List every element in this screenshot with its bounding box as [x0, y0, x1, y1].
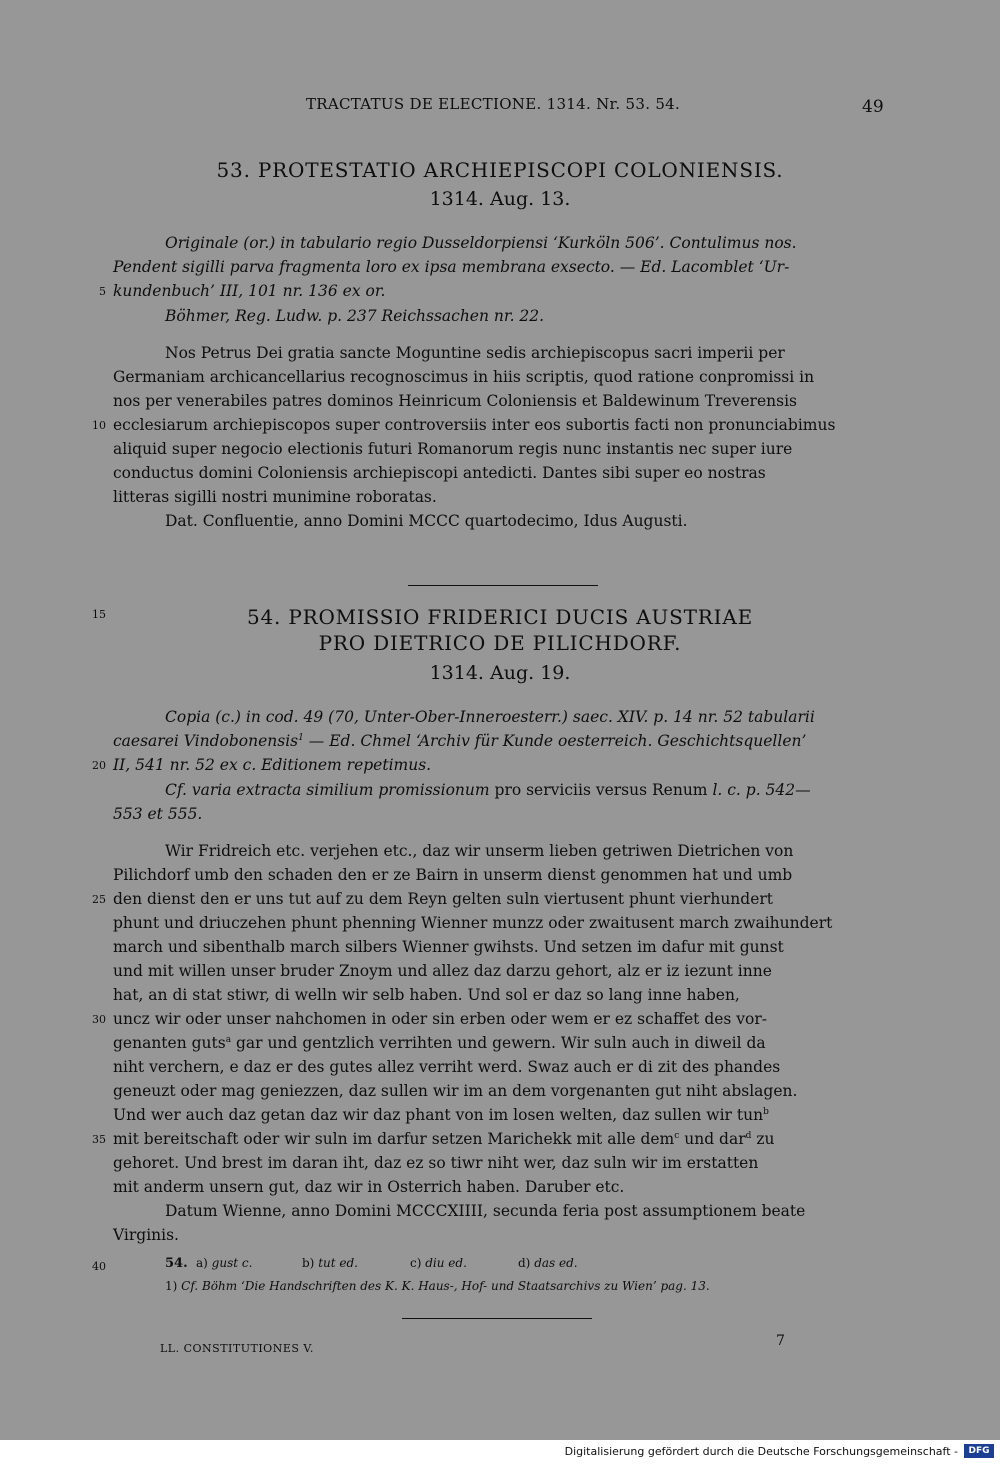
line-number: 35: [92, 1133, 106, 1146]
doc54-title-line2: PRO DIETRICO DE PILICHDORF.: [318, 631, 682, 655]
doc54-title-line1: 54. PROMISSIO FRIDERICI DUCIS AUSTRIAE: [246, 605, 754, 629]
line-number: 40: [92, 1260, 106, 1273]
footnote-marker: 1: [298, 732, 304, 743]
variant-marker: c: [674, 1130, 680, 1141]
line-number: 20: [92, 759, 106, 772]
doc53-dating: Dat. Confluentie, anno Domini MCCC quartodecimo, Idus Augusti.: [165, 512, 688, 530]
digitization-footer: [0, 1440, 1000, 1464]
doc54-source-line: II, 541 nr. 52 ex c. Editionem repetimus.: [113, 756, 432, 774]
doc54-text-line: uncz wir oder unser nahchomen in oder sin erben oder wem er ez schaffet des vor-: [113, 1010, 768, 1028]
doc54-text-line: mit bereitschaft oder wir suln im darfur setzen Marichekk mit alle dem$^c$ und dar$^d$ zu: [113, 1130, 775, 1148]
line-number: 10: [92, 419, 106, 432]
variant-marker: d: [745, 1130, 752, 1141]
doc54-text-line: mit anderm unsern gut, daz wir in Osterrich haben. Daruber etc.: [113, 1178, 625, 1196]
page-number: 49: [862, 97, 884, 117]
footnote-number: 54.: [165, 1256, 188, 1271]
doc54-text-line: hat, an di stat stiwr, di welln wir selb haben. Und sol er daz so lang inne haben,: [113, 986, 740, 1004]
doc54-text-line: Und wer auch daz getan daz wir daz phant von im losen welten, daz sullen wir tun$^b$: [113, 1106, 769, 1124]
section-divider: [408, 585, 598, 586]
doc54-text-line: march und sibenthalb march silbers Wienner gwihsts. Und setzen im dafur mit gunst: [113, 938, 784, 956]
doc54-text-line: genanten guts$^a$ gar und gentzlich verrihten und gewern. Wir suln auch in diweil da: [113, 1034, 766, 1052]
line-number: 30: [92, 1013, 106, 1026]
doc53-source-line: Originale (or.) in tabulario regio Dusseldorpiensi ‘Kurköln 506’. Contulimus nos.: [165, 234, 797, 252]
digitization-notice: Digitalisierung gefördert durch die Deutsche Forschungsgemeinschaft -: [564, 1445, 958, 1458]
doc54-text-line: gehoret. Und brest im daran iht, daz ez so tiwr niht wer, daz suln wir im erstatten: [113, 1154, 759, 1172]
doc53-date: 1314. Aug. 13.: [429, 188, 571, 210]
doc53-text-line: nos per venerabiles patres dominos Heinricum Coloniensis et Baldewinum Treverensis: [113, 392, 797, 410]
variant-marker: b: [763, 1106, 769, 1117]
doc54-text-line: Pilichdorf umb den schaden den er ze Bairn in unserm dienst genommen hat und umb: [113, 866, 793, 884]
gathering-signature: 7: [776, 1333, 785, 1349]
doc54-cf-line: Cf. varia extracta similium promissionum pro serviciis versus Renum l. c. p. 542—: [165, 781, 811, 799]
doc53-text-line: Nos Petrus Dei gratia sancte Moguntine sedis archiepiscopus sacri imperii per: [165, 344, 785, 362]
footnote-divider: [402, 1318, 592, 1319]
doc53-title: 53. PROTESTATIO ARCHIEPISCOPI COLONIENSIS.: [216, 158, 784, 182]
line-number: 5: [99, 285, 106, 298]
footnote-variant: b) tut ed.: [302, 1256, 358, 1270]
doc54-text-line: und mit willen unser bruder Znoym und allez daz darzu gehort, alz er iz iezunt inne: [113, 962, 772, 980]
doc54-dating: Datum Wienne, anno Domini MCCCXIIII, secunda feria post assumptionem beate: [165, 1202, 806, 1220]
doc53-text-line: ecclesiarum archiepiscopos super controversiis inter eos subortis facti non pronunciabimus: [113, 416, 836, 434]
doc53-text-line: Germaniam archicancellarius recognoscimus in hiis scriptis, quod ratione conpromissi in: [113, 368, 815, 386]
dfg-logo: DFG: [964, 1444, 994, 1458]
doc53-reference: Böhmer, Reg. Ludw. p. 237 Reichssachen nr. 22.: [165, 307, 545, 325]
line-number: 25: [92, 893, 106, 906]
doc53-source-line: Pendent sigilli parva fragmenta loro ex ipsa membrana exsecto. — Ed. Lacomblet ‘Ur-: [113, 258, 790, 276]
footnote-variant: a) gust c.: [196, 1256, 253, 1270]
doc53-text-line: conductus domini Coloniensis archiepiscopi antedicti. Dantes sibi super eo nostras: [113, 464, 766, 482]
doc54-text-line: den dienst den er uns tut auf zu dem Reyn gelten suln viertusent phunt vierhundert: [113, 890, 774, 908]
doc54-date: 1314. Aug. 19.: [429, 662, 571, 684]
doc53-source-line: kundenbuch’ III, 101 nr. 136 ex or.: [113, 282, 386, 300]
doc54-source-line: caesarei Vindobonensis$^1$ — Ed. Chmel ‘Archiv für Kunde oesterreich. Geschichtsquellen’: [113, 732, 807, 750]
doc53-text-line: aliquid super negocio electionis futuri Romanorum regis nunc instantis nec super iure: [113, 440, 793, 458]
footnote-note: 1) Cf. Böhm ‘Die Handschriften des K. K. Haus-, Hof- und Staatsarchivs zu Wien’ pag. 13.: [165, 1279, 710, 1293]
running-title: TRACTATUS DE ELECTIONE. 1314. Nr. 53. 54.: [306, 95, 681, 113]
line-number: 15: [92, 608, 106, 621]
doc53-text-line: litteras sigilli nostri munimine roboratas.: [113, 488, 437, 506]
footnote-variant: d) das ed.: [518, 1256, 578, 1270]
variant-marker: a: [225, 1034, 232, 1045]
doc54-dating: Virginis.: [113, 1226, 179, 1244]
doc54-text-line: Wir Fridreich etc. verjehen etc., daz wir unserm lieben getriwen Dietrichen von: [165, 842, 794, 860]
series-signature: LL. CONSTITUTIONES V.: [160, 1342, 314, 1355]
doc54-cf-line: 553 et 555.: [113, 805, 203, 823]
doc54-text-line: niht verchern, e daz er des gutes allez verriht werd. Swaz auch er di zit des phandes: [113, 1058, 781, 1076]
footnote-variant: c) diu ed.: [410, 1256, 467, 1270]
doc54-text-line: phunt und driuczehen phunt phenning Wienner munzz oder zwaitusent march zwaihundert: [113, 914, 833, 932]
doc54-text-line: geneuzt oder mag geniezzen, daz sullen wir im an dem vorgenanten gut niht abslagen.: [113, 1082, 798, 1100]
doc54-source-line: Copia (c.) in cod. 49 (70, Unter-Ober-Inneroesterr.) saec. XIV. p. 14 nr. 52 tabularii: [165, 708, 815, 726]
